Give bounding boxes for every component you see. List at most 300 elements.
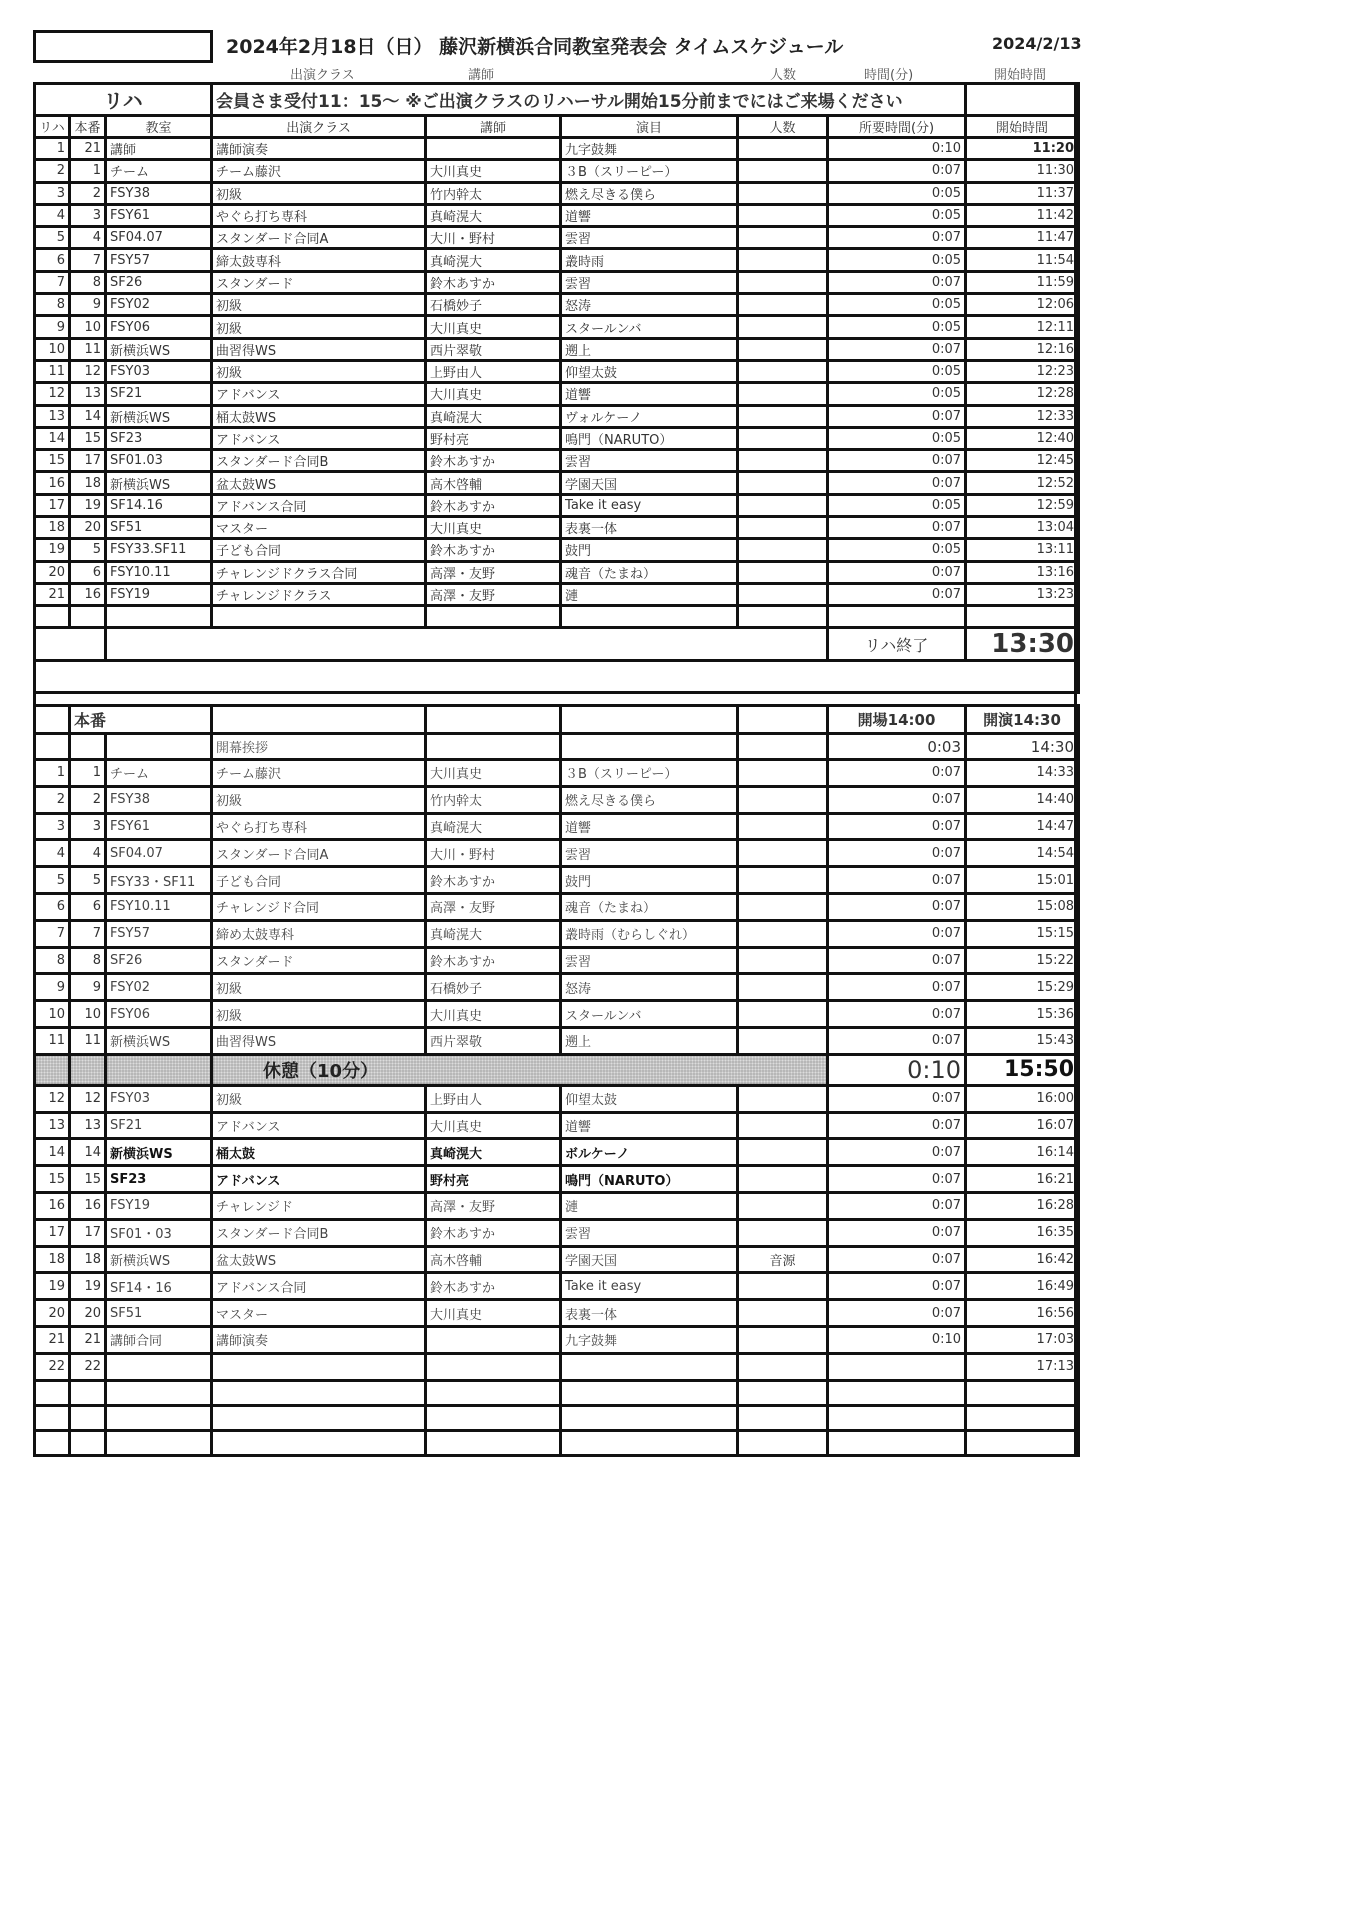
teacher: 高木啓輔 <box>426 472 561 494</box>
empty-cell <box>35 706 70 734</box>
teacher: 鈴木あすか <box>426 947 561 974</box>
piece: 叢時雨 <box>561 249 738 271</box>
honban-number: 6 <box>70 561 106 583</box>
break-label: 休憩（10分） <box>212 1054 828 1085</box>
performing-class: アドバンス合同 <box>212 494 426 516</box>
empty-cell <box>966 84 1079 116</box>
classroom: SF04.07 <box>106 227 212 249</box>
honban-number: 18 <box>70 1246 106 1273</box>
piece: 魂音（たまね） <box>561 893 738 920</box>
duration: 0:07 <box>828 1300 966 1327</box>
piece: ヴォルケーノ <box>561 405 738 427</box>
piece: Take it easy <box>561 494 738 516</box>
empty-cell <box>426 1380 561 1405</box>
reha-number: 14 <box>35 427 70 449</box>
performance-row <box>35 867 1079 894</box>
reha-number: 7 <box>35 920 70 947</box>
duration: 0:05 <box>828 182 966 204</box>
duration: 0:07 <box>828 893 966 920</box>
empty-cell <box>426 706 561 734</box>
start-time: 11:47 <box>966 227 1079 249</box>
performance-row <box>35 947 1079 974</box>
piece: 遡上 <box>561 338 738 360</box>
empty-cell <box>212 606 426 628</box>
empty-cell <box>35 628 106 661</box>
performance-row <box>35 813 1079 840</box>
people-count <box>738 974 828 1001</box>
rehearsal-row <box>35 583 1079 605</box>
people-count <box>738 786 828 813</box>
start-time: 11:59 <box>966 271 1079 293</box>
empty-cell <box>35 1380 70 1405</box>
performance-row <box>35 760 1079 787</box>
reha-number: 17 <box>35 494 70 516</box>
opening-duration: 0:03 <box>828 734 966 760</box>
column-header-honban-number: 本番 <box>70 116 106 138</box>
piece: 仰望太鼓 <box>561 1085 738 1112</box>
rehearsal-row <box>35 383 1079 405</box>
rehearsal-row <box>35 271 1079 293</box>
teacher: 鈴木あすか <box>426 271 561 293</box>
teacher: 大川真史 <box>426 1112 561 1139</box>
rehearsal-row <box>35 338 1079 360</box>
teacher: 竹内幹太 <box>426 786 561 813</box>
honban-number: 11 <box>70 1027 106 1054</box>
teacher: 鈴木あすか <box>426 1219 561 1246</box>
start-time: 13:11 <box>966 539 1079 561</box>
duration: 0:07 <box>828 160 966 182</box>
people-count <box>738 893 828 920</box>
duration: 0:07 <box>828 561 966 583</box>
performing-class: 桶太鼓WS <box>212 405 426 427</box>
sub-label-duration: 時間(分) <box>864 68 914 83</box>
performing-class: チーム藤沢 <box>212 160 426 182</box>
classroom: 新横浜WS <box>106 1139 212 1166</box>
honban-number: 19 <box>70 1273 106 1300</box>
reha-number: 3 <box>35 813 70 840</box>
teacher: 真崎滉大 <box>426 1139 561 1166</box>
rehearsal-row <box>35 405 1079 427</box>
teacher: 石橋妙子 <box>426 974 561 1001</box>
performance-row <box>35 786 1079 813</box>
start-time: 11:54 <box>966 249 1079 271</box>
piece: 学園天国 <box>561 472 738 494</box>
rehearsal-row <box>35 450 1079 472</box>
reha-number: 4 <box>35 204 70 226</box>
teacher: 大川真史 <box>426 383 561 405</box>
piece: 魂音（たまね） <box>561 561 738 583</box>
duration: 0:07 <box>828 947 966 974</box>
reha-number: 12 <box>35 1085 70 1112</box>
honban-number: 15 <box>70 1166 106 1193</box>
rehearsal-row <box>35 204 1079 226</box>
empty-cell <box>212 1380 426 1405</box>
duration: 0:07 <box>828 974 966 1001</box>
duration: 0:07 <box>828 405 966 427</box>
honban-number: 9 <box>70 974 106 1001</box>
performing-class: 初級 <box>212 974 426 1001</box>
classroom: FSY02 <box>106 974 212 1001</box>
column-header-teacher: 講師 <box>426 116 561 138</box>
people-count <box>738 405 828 427</box>
empty-cell <box>561 1430 738 1455</box>
classroom: SF21 <box>106 1112 212 1139</box>
honban-number: 1 <box>70 160 106 182</box>
performance-row <box>35 1166 1079 1193</box>
rehearsal-row <box>35 472 1079 494</box>
piece: 道響 <box>561 813 738 840</box>
performing-class: スタンダード <box>212 271 426 293</box>
duration <box>828 1353 966 1380</box>
reha-number: 6 <box>35 893 70 920</box>
sub-label-start: 開始時間 <box>994 68 1047 83</box>
rehearsal-row <box>35 561 1079 583</box>
empty-cell <box>106 1430 212 1455</box>
honban-number: 17 <box>70 1219 106 1246</box>
break-duration: 0:10 <box>828 1054 966 1085</box>
empty-row <box>35 1430 1079 1455</box>
piece: ボルケーノ <box>561 1139 738 1166</box>
start-time: 16:14 <box>966 1139 1079 1166</box>
people-count <box>738 383 828 405</box>
empty-row <box>35 606 1079 628</box>
start-time: 15:08 <box>966 893 1079 920</box>
start-time: 15:36 <box>966 1001 1079 1028</box>
performance-row <box>35 974 1079 1001</box>
people-count <box>738 360 828 382</box>
teacher: 大川・野村 <box>426 227 561 249</box>
reha-number: 13 <box>35 1112 70 1139</box>
start-time: 15:29 <box>966 974 1079 1001</box>
performing-class: やぐら打ち専科 <box>212 813 426 840</box>
start-time: 11:37 <box>966 182 1079 204</box>
rehearsal-row <box>35 160 1079 182</box>
performing-class: チャレンジドクラス <box>212 583 426 605</box>
piece: 漣 <box>561 583 738 605</box>
duration: 0:07 <box>828 786 966 813</box>
performing-class: 講師演奏 <box>212 138 426 160</box>
piece: Take it easy <box>561 1273 738 1300</box>
duration: 0:07 <box>828 1085 966 1112</box>
column-header-start-time: 開始時間 <box>966 116 1079 138</box>
column-header-people-count: 人数 <box>738 116 828 138</box>
teacher: 大川・野村 <box>426 840 561 867</box>
piece: ３B（スリーピー） <box>561 160 738 182</box>
duration: 0:07 <box>828 840 966 867</box>
people-count <box>738 1326 828 1353</box>
performance-section-label: 本番 <box>70 706 212 734</box>
start-time: 11:30 <box>966 160 1079 182</box>
piece: 鼓門 <box>561 539 738 561</box>
performance-row <box>35 1139 1079 1166</box>
honban-number: 22 <box>70 1353 106 1380</box>
empty-cell <box>35 1430 70 1455</box>
teacher: 真崎滉大 <box>426 405 561 427</box>
piece: 漣 <box>561 1192 738 1219</box>
piece: 鳴門（NARUTO） <box>561 1166 738 1193</box>
start-time: 16:28 <box>966 1192 1079 1219</box>
opening-row <box>35 734 1079 760</box>
start-time: 15:22 <box>966 947 1079 974</box>
honban-number: 20 <box>70 1300 106 1327</box>
break-start-time: 15:50 <box>966 1054 1079 1085</box>
start-time: 12:23 <box>966 360 1079 382</box>
start-time: 12:45 <box>966 450 1079 472</box>
performing-class: 盆太鼓WS <box>212 1246 426 1273</box>
empty-cell <box>106 628 828 661</box>
reha-number: 21 <box>35 1326 70 1353</box>
empty-cell <box>70 734 106 760</box>
start-time: 15:15 <box>966 920 1079 947</box>
start-time: 15:43 <box>966 1027 1079 1054</box>
rehearsal-row <box>35 517 1079 539</box>
performance-row <box>35 1085 1079 1112</box>
teacher: 真崎滉大 <box>426 813 561 840</box>
start-time: 16:42 <box>966 1246 1079 1273</box>
teacher <box>426 1353 561 1380</box>
honban-number: 13 <box>70 383 106 405</box>
piece: 表裏一体 <box>561 1300 738 1327</box>
piece: 九字鼓舞 <box>561 1326 738 1353</box>
duration: 0:07 <box>828 583 966 605</box>
reha-number: 20 <box>35 1300 70 1327</box>
reha-number: 1 <box>35 138 70 160</box>
performing-class: 曲習得WS <box>212 1027 426 1054</box>
teacher: 大川真史 <box>426 1300 561 1327</box>
reha-number: 1 <box>35 760 70 787</box>
teacher: 真崎滉大 <box>426 204 561 226</box>
people-count <box>738 1112 828 1139</box>
doors-open-time: 開場14:00 <box>828 706 966 734</box>
empty-row <box>35 1380 1079 1405</box>
performing-class: マスター <box>212 1300 426 1327</box>
duration: 0:07 <box>828 1139 966 1166</box>
empty-cell <box>828 1380 966 1405</box>
people-count <box>738 1219 828 1246</box>
teacher: 鈴木あすか <box>426 867 561 894</box>
teacher: 西片翠敬 <box>426 1027 561 1054</box>
start-time: 14:33 <box>966 760 1079 787</box>
duration: 0:07 <box>828 517 966 539</box>
piece: 雲習 <box>561 947 738 974</box>
reha-number: 9 <box>35 316 70 338</box>
empty-cell <box>966 1380 1079 1405</box>
reha-number: 8 <box>35 947 70 974</box>
people-count <box>738 920 828 947</box>
honban-number: 11 <box>70 338 106 360</box>
performance-row <box>35 1192 1079 1219</box>
honban-number: 10 <box>70 1001 106 1028</box>
duration: 0:07 <box>828 338 966 360</box>
reha-number: 20 <box>35 561 70 583</box>
performance-row <box>35 1353 1079 1380</box>
honban-number: 7 <box>70 249 106 271</box>
honban-number: 16 <box>70 583 106 605</box>
rehearsal-notice: 会員さま受付11：15～ ※ご出演クラスのリハーサル開始15分前までにはご来場ください <box>212 84 966 116</box>
classroom: SF26 <box>106 947 212 974</box>
classroom <box>106 1353 212 1380</box>
start-time: 12:59 <box>966 494 1079 516</box>
hatched-cell <box>35 1054 70 1085</box>
honban-number: 12 <box>70 360 106 382</box>
start-time: 12:28 <box>966 383 1079 405</box>
piece: スタールンバ <box>561 1001 738 1028</box>
honban-number: 21 <box>70 1326 106 1353</box>
piece: 九字鼓舞 <box>561 138 738 160</box>
piece: 道響 <box>561 1112 738 1139</box>
reha-number: 13 <box>35 405 70 427</box>
classroom: FSY61 <box>106 813 212 840</box>
teacher: 鈴木あすか <box>426 450 561 472</box>
start-time: 16:49 <box>966 1273 1079 1300</box>
teacher: 真崎滉大 <box>426 249 561 271</box>
blank-title-box <box>33 30 213 63</box>
empty-cell <box>561 734 738 760</box>
reha-number: 15 <box>35 450 70 472</box>
classroom: 講師合同 <box>106 1326 212 1353</box>
classroom: SF01.03 <box>106 450 212 472</box>
performing-class: 初級 <box>212 316 426 338</box>
honban-number: 21 <box>70 138 106 160</box>
piece: 雲習 <box>561 840 738 867</box>
piece: 雲習 <box>561 450 738 472</box>
teacher: 高澤・友野 <box>426 583 561 605</box>
start-time: 12:16 <box>966 338 1079 360</box>
start-time: 16:56 <box>966 1300 1079 1327</box>
piece: 燃え尽きる僕ら <box>561 182 738 204</box>
duration: 0:07 <box>828 813 966 840</box>
classroom: FSY02 <box>106 294 212 316</box>
people-count <box>738 494 828 516</box>
teacher: 高澤・友野 <box>426 1192 561 1219</box>
start-time: 12:52 <box>966 472 1079 494</box>
duration: 0:07 <box>828 1246 966 1273</box>
piece: 学園天国 <box>561 1246 738 1273</box>
performing-class: アドバンス <box>212 1112 426 1139</box>
people-count <box>738 227 828 249</box>
rehearsal-row <box>35 316 1079 338</box>
empty-cell <box>561 1380 738 1405</box>
teacher: 上野由人 <box>426 360 561 382</box>
empty-cell <box>106 606 212 628</box>
honban-number: 18 <box>70 472 106 494</box>
column-header-duration: 所要時間(分) <box>828 116 966 138</box>
performing-class: マスター <box>212 517 426 539</box>
honban-number: 15 <box>70 427 106 449</box>
rehearsal-row <box>35 360 1079 382</box>
honban-number: 3 <box>70 204 106 226</box>
people-count <box>738 840 828 867</box>
classroom: SF21 <box>106 383 212 405</box>
honban-number: 1 <box>70 760 106 787</box>
performance-row <box>35 840 1079 867</box>
reha-number: 5 <box>35 227 70 249</box>
people-count <box>738 338 828 360</box>
document-date: 2024/2/13 <box>992 34 1082 53</box>
empty-cell <box>212 1405 426 1430</box>
classroom: 新横浜WS <box>106 1027 212 1054</box>
empty-cell <box>35 1405 70 1430</box>
rehearsal-row <box>35 494 1079 516</box>
column-header-performing-class: 出演クラス <box>212 116 426 138</box>
honban-number: 5 <box>70 539 106 561</box>
performing-class: アドバンス <box>212 1166 426 1193</box>
classroom: FSY57 <box>106 920 212 947</box>
reha-number: 2 <box>35 786 70 813</box>
reha-number: 19 <box>35 539 70 561</box>
empty-cell <box>966 1405 1079 1430</box>
piece: 遡上 <box>561 1027 738 1054</box>
teacher: 高澤・友野 <box>426 893 561 920</box>
duration: 0:05 <box>828 494 966 516</box>
performance-row <box>35 1300 1079 1327</box>
curtain-time: 開演14:30 <box>966 706 1079 734</box>
performance-row <box>35 920 1079 947</box>
performing-class: 初級 <box>212 294 426 316</box>
rehearsal-table <box>33 82 1080 694</box>
piece: 鼓門 <box>561 867 738 894</box>
reha-number: 11 <box>35 360 70 382</box>
reha-number: 15 <box>35 1166 70 1193</box>
duration: 0:07 <box>828 472 966 494</box>
duration: 0:10 <box>828 1326 966 1353</box>
teacher <box>426 1326 561 1353</box>
start-time: 12:11 <box>966 316 1079 338</box>
teacher: 石橋妙子 <box>426 294 561 316</box>
performing-class: 締め太鼓専科 <box>212 920 426 947</box>
empty-cell <box>70 1380 106 1405</box>
start-time: 17:13 <box>966 1353 1079 1380</box>
reha-number: 18 <box>35 517 70 539</box>
classroom: FSY03 <box>106 1085 212 1112</box>
reha-number: 9 <box>35 974 70 1001</box>
performance-table <box>33 704 1080 1457</box>
rehearsal-row <box>35 249 1079 271</box>
performance-row <box>35 1027 1079 1054</box>
classroom: SF23 <box>106 1166 212 1193</box>
people-count <box>738 1300 828 1327</box>
rehearsal-row <box>35 182 1079 204</box>
people-count <box>738 160 828 182</box>
classroom: チーム <box>106 760 212 787</box>
duration: 0:05 <box>828 427 966 449</box>
reha-number: 11 <box>35 1027 70 1054</box>
performing-class: 初級 <box>212 1001 426 1028</box>
reha-number: 4 <box>35 840 70 867</box>
honban-number: 4 <box>70 227 106 249</box>
honban-number: 8 <box>70 947 106 974</box>
opening-class: 開幕挨拶 <box>212 734 426 760</box>
empty-cell <box>738 1430 828 1455</box>
performing-class: 子ども合同 <box>212 867 426 894</box>
duration: 0:07 <box>828 867 966 894</box>
teacher: 大川真史 <box>426 1001 561 1028</box>
rehearsal-row <box>35 427 1079 449</box>
performing-class: 締太鼓専科 <box>212 249 426 271</box>
column-header-reha-number: リハ <box>35 116 70 138</box>
classroom: SF26 <box>106 271 212 293</box>
teacher: 大川真史 <box>426 517 561 539</box>
classroom: SF14・16 <box>106 1273 212 1300</box>
duration: 0:05 <box>828 360 966 382</box>
reha-number: 19 <box>35 1273 70 1300</box>
people-count <box>738 138 828 160</box>
teacher: 大川真史 <box>426 160 561 182</box>
start-time: 14:47 <box>966 813 1079 840</box>
start-time: 12:40 <box>966 427 1079 449</box>
empty-cell <box>35 606 70 628</box>
classroom: FSY38 <box>106 182 212 204</box>
